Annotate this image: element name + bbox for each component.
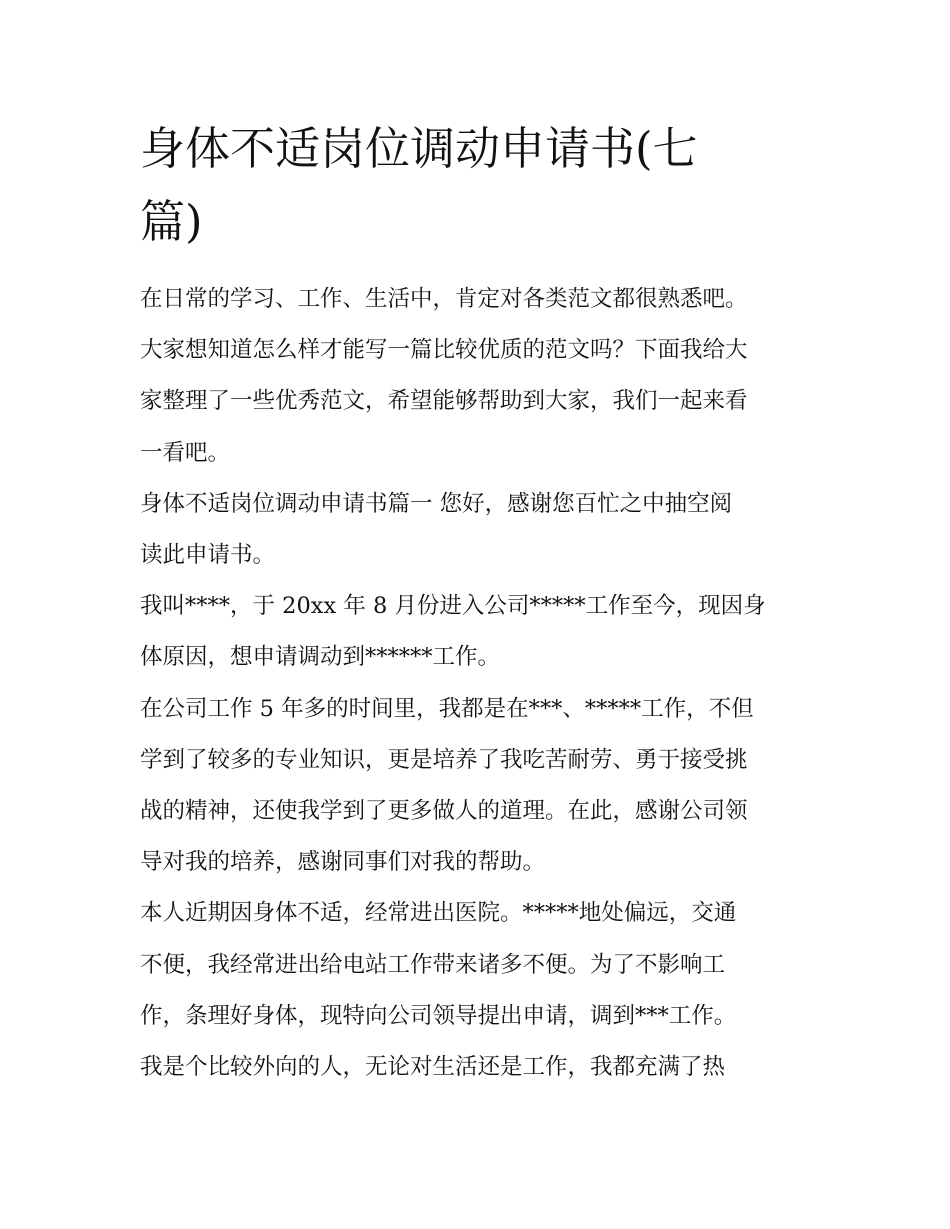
body-line: 读此申请书。 [140,542,276,569]
body-line: 身体不适岗位调动申请书篇一 您好，感谢您百忙之中抽空阅 [140,490,733,517]
body-line: 学到了较多的专业知识，更是培养了我吃苦耐劳、勇于接受挑 [140,746,748,773]
body-line: 我叫****，于 20xx 年 8 月份进入公司*****工作至今，现因身 [140,593,766,620]
body-line: 作，条理好身体，现特向公司领导提出申请，调到***工作。 [140,1002,737,1029]
document-body [140,274,820,1093]
body-line: 在日常的学习、工作、生活中，肯定对各类范文都很熟悉吧。 [140,286,748,312]
document-title [140,112,820,258]
body-line: 一看吧。 [140,439,231,466]
body-line: 体原因，想申请调动到******工作。 [140,644,501,671]
body-line: 导对我的培养，感谢同事们对我的帮助。 [140,849,546,876]
title-line-1: 身体不适岗位调动申请书(七 [140,122,698,175]
title-line-2: 篇) [140,195,203,248]
body-line: 在公司工作 5 年多的时间里，我都是在***、*****工作，不但 [140,695,754,722]
body-line: 我是个比较外向的人，无论对生活还是工作，我都充满了热 [140,1054,726,1081]
body-line: 战的精神，还使我学到了更多做人的道理。在此，感谢公司领 [140,798,748,825]
body-line: 大家想知道怎么样才能写一篇比较优质的范文吗？下面我给大 [140,337,748,364]
body-line: 不便，我经常进出给电站工作带来诸多不便。为了不影响工 [140,951,726,978]
body-line: 本人近期因身体不适，经常进出医院。*****地处偏远，交通 [140,900,737,927]
body-line: 家整理了一些优秀范文，希望能够帮助到大家，我们一起来看 [140,388,748,415]
